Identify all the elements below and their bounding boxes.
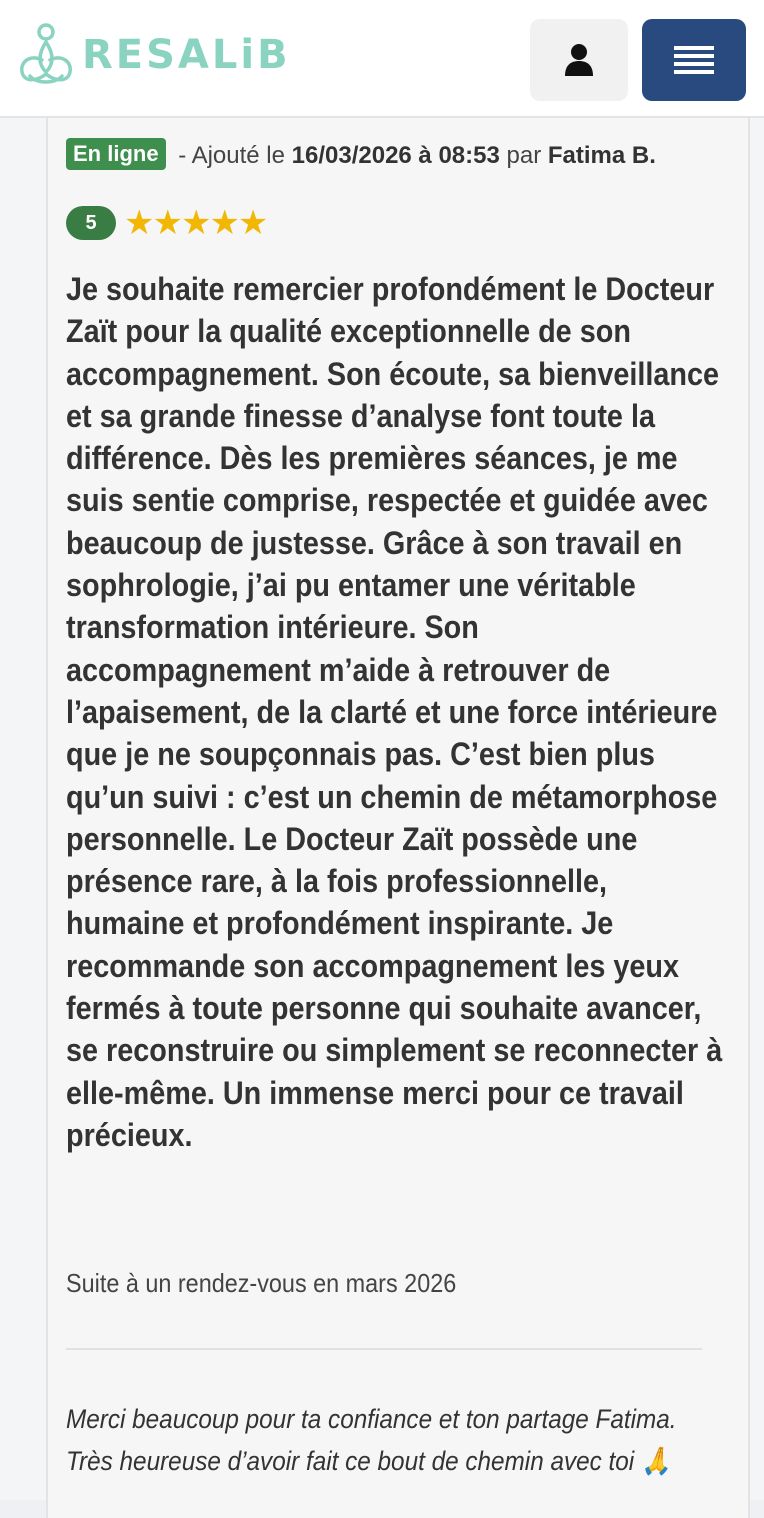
user-icon: [563, 43, 595, 77]
top-header: [0, 0, 764, 118]
review-rating: [66, 206, 266, 240]
page-margin-right: [750, 118, 764, 1500]
status-badge: En ligne: [66, 138, 166, 170]
review-author: Fatima B.: [547, 142, 656, 169]
account-button[interactable]: [530, 19, 628, 101]
review-meta: [66, 138, 656, 170]
by-word: par: [506, 142, 542, 169]
resalib-logo[interactable]: [16, 20, 291, 90]
added-prefix: - Ajouté le: [178, 142, 285, 169]
visit-info: Suite à un rendez-vous en mars 2026: [66, 1268, 457, 1298]
review-card: [46, 118, 750, 1518]
practitioner-reply: Merci beaucoup pour ta confiance et ton partage Fatima. Très heureuse d’avoir fait ce bout de chemin avec toi 🙏: [66, 1404, 677, 1476]
hamburger-menu-icon: [674, 45, 714, 75]
lotus-meditation-icon: [16, 20, 76, 90]
review-date: 16/03/2026 à 08:53: [291, 142, 500, 169]
rating-stars-icon: ★★★★★: [124, 204, 267, 242]
review-text: Je souhaite remercier profondément le Docteur Zaït pour la qualité exceptionnelle de son accompagnement. Son écoute, sa bienveillance et sa grande finesse d’analyse font toute la différence. Dès les premières séances, je me suis sentie comprise, respectée et guidée avec beaucoup de justesse. Grâce à son travail en sophrologie, j’ai pu entamer une véritable transformation intérieure. Son accompagnement m’aide à retrouver de l’apaisement, de la clarté et une force intérieure que je ne soupçonnais pas. C’est bien plus qu’un suivi : c’est un chemin de métamorphose personnelle. Le Docteur Zaït possède une présence rare, à la fois professionnelle, humaine et profondément inspirante. Je recommande son accompagnement les yeux fermés à toute personne qui souhaite avancer, se reconstruire ou simplement se reconnecter à elle-même. Un immense merci pour ce travail précieux.: [66, 271, 723, 1153]
rating-value-badge: 5: [66, 206, 116, 240]
logo-text: RESALiB: [82, 32, 291, 78]
divider: [66, 1348, 702, 1350]
menu-button[interactable]: [642, 19, 746, 101]
page-margin-left: [0, 118, 46, 1500]
